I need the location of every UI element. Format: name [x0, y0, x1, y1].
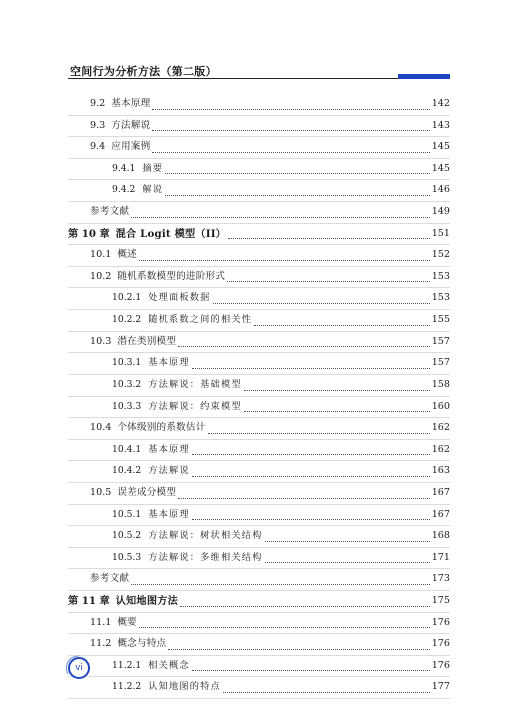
toc-row	[68, 440, 450, 462]
toc-leader-dots	[131, 583, 430, 585]
toc-row	[68, 375, 450, 397]
toc-entry-page: 157	[431, 335, 450, 347]
toc-leader-dots	[265, 561, 430, 563]
toc-entry-title: 认知地图方法	[115, 595, 178, 607]
toc-leader-dots	[178, 497, 430, 499]
toc-entry-title: 方法解说：约束模型	[148, 400, 242, 412]
toc-entry-page: 152	[431, 249, 450, 261]
toc-entry-page: 157	[431, 357, 450, 369]
toc-leader-dots	[223, 691, 430, 693]
toc-entry-number: 9.4.1	[112, 162, 136, 174]
toc-entry[interactable]	[68, 202, 450, 223]
toc-entry-number: 10.3.2	[112, 378, 142, 390]
toc-entry-title: 误差成分模型	[117, 486, 177, 498]
toc-row	[68, 634, 450, 656]
toc-entry-page: 149	[431, 206, 450, 218]
toc-entry-title: 方法解说：基础模型	[148, 378, 242, 390]
toc-leader-dots	[265, 540, 430, 542]
toc-leader-dots	[192, 475, 430, 477]
toc-entry-title: 方法解说：多维相关结构	[148, 551, 263, 563]
toc-entry-page: 158	[431, 378, 450, 390]
toc-entry-number: 10.5.2	[112, 530, 142, 542]
toc-leader-dots	[139, 626, 430, 628]
toc-leader-dots	[227, 280, 430, 282]
toc-entry-title: 参考文献	[90, 206, 130, 218]
toc-entry-title: 基本原理	[148, 357, 190, 369]
toc-entry[interactable]	[68, 483, 450, 504]
toc-chapter-entry[interactable]	[68, 591, 450, 612]
toc-entry-number: 10.1	[90, 249, 112, 261]
toc-entry-title: 认知地图的特点	[148, 681, 221, 693]
toc-entry-title: 方法解说	[148, 465, 190, 477]
toc-entry-title: 潜在类别模型	[117, 335, 177, 347]
toc-entry[interactable]	[68, 180, 450, 201]
toc-entry-number: 11.2.2	[112, 681, 142, 693]
toc-row	[68, 180, 450, 202]
toc-entry-number: 9.3	[90, 119, 106, 131]
toc-entry-number: 第 11 章	[68, 595, 110, 607]
toc-entry-number: 10.2	[90, 270, 112, 282]
toc-entry-number: 10.4.2	[112, 465, 142, 477]
toc-entry-number: 9.4.2	[112, 184, 136, 196]
toc-row	[68, 461, 450, 483]
toc-entry-number: 10.4	[90, 422, 112, 434]
toc-entry-number: 10.2.2	[112, 314, 142, 326]
toc-leader-dots	[208, 432, 430, 434]
toc-leader-dots	[254, 324, 430, 326]
running-header-title: 空间行为分析方法（第二版）	[70, 65, 217, 78]
toc-entry-title: 摘要	[142, 162, 164, 174]
toc-entry[interactable]	[68, 116, 450, 137]
toc-leader-dots	[152, 108, 429, 110]
toc-row	[68, 548, 450, 570]
toc-entry[interactable]	[68, 353, 450, 374]
toc-entry-page: 173	[431, 573, 450, 585]
toc-leader-dots	[131, 216, 430, 218]
toc-entry-page: 176	[431, 659, 450, 671]
toc-entry[interactable]	[68, 440, 450, 461]
toc-entry-page: 163	[431, 465, 450, 477]
toc-leader-dots	[139, 259, 430, 261]
toc-entry-title: 概念与特点	[117, 638, 167, 650]
toc-row	[68, 137, 450, 159]
toc-row	[68, 224, 450, 246]
toc-entry-title: 随机系数模型的进阶形式	[117, 270, 226, 282]
toc-entry-title: 概述	[117, 249, 137, 261]
page-number-badge	[68, 657, 90, 679]
toc-entry[interactable]	[68, 397, 450, 418]
toc-row	[68, 94, 450, 116]
toc-entry-title: 方法解说	[111, 119, 151, 131]
toc-entry[interactable]	[68, 418, 450, 439]
toc-entry[interactable]	[68, 677, 450, 698]
toc-entry[interactable]	[68, 375, 450, 396]
toc-row	[68, 116, 450, 138]
toc-row	[68, 245, 450, 267]
toc-row	[68, 591, 450, 613]
toc-row	[68, 505, 450, 527]
toc-row	[68, 677, 450, 699]
toc-entry-page: 171	[431, 551, 450, 563]
toc-leader-dots	[244, 410, 430, 412]
toc-entry-number: 11.1	[90, 616, 112, 628]
toc-entry-title: 参考文献	[90, 573, 130, 585]
toc-entry-number: 10.5	[90, 486, 112, 498]
toc-entry-title: 混合 Logit 模型（II）	[115, 227, 227, 240]
toc-entry[interactable]	[68, 526, 450, 547]
toc-row	[68, 310, 450, 332]
toc-row	[68, 353, 450, 375]
toc-entry[interactable]	[68, 267, 450, 288]
toc-row	[68, 483, 450, 505]
toc-entry-page: 160	[431, 400, 450, 412]
toc-row	[68, 613, 450, 635]
toc-entry-number: 10.3	[90, 335, 112, 347]
toc-row	[68, 397, 450, 419]
toc-entry-title: 基本原理	[148, 508, 190, 520]
toc-entry[interactable]	[68, 613, 450, 634]
toc-leader-dots	[165, 172, 430, 174]
toc-entry-title: 方法解说：树状相关结构	[148, 530, 263, 542]
toc-entry[interactable]	[68, 137, 450, 158]
toc-entry-number: 第 10 章	[68, 227, 110, 240]
toc-row	[68, 332, 450, 354]
toc-entry-title: 个体级别的系数估计	[117, 422, 206, 434]
toc-entry-page: 167	[431, 486, 450, 498]
toc-entry-page: 151	[431, 227, 450, 239]
toc-entry-number: 10.5.3	[112, 551, 142, 563]
toc-entry-page: 177	[431, 681, 450, 693]
toc-entry[interactable]	[68, 505, 450, 526]
toc-entry[interactable]	[68, 656, 450, 677]
toc-entry[interactable]	[68, 245, 450, 266]
toc-entry-page: 168	[431, 530, 450, 542]
toc-entry-number: 10.5.1	[112, 508, 142, 520]
toc-row	[68, 288, 450, 310]
toc-entry-number: 9.2	[90, 97, 106, 109]
toc-entry-number: 10.2.1	[112, 292, 142, 304]
toc-leader-dots	[213, 302, 430, 304]
toc-leader-dots	[192, 453, 430, 455]
toc-leader-dots	[244, 389, 430, 391]
toc-entry[interactable]	[68, 159, 450, 180]
toc-leader-dots	[152, 129, 429, 131]
header-rule	[68, 78, 450, 79]
toc-entry-page: 153	[431, 270, 450, 282]
toc-chapter-entry[interactable]	[68, 224, 450, 245]
toc-entry-number: 9.4	[90, 141, 106, 153]
toc-entry-number: 10.4.1	[112, 443, 142, 455]
toc-leader-dots	[178, 345, 430, 347]
toc-entry-number: 10.3.1	[112, 357, 142, 369]
toc-entry-title: 应用案例	[111, 141, 151, 153]
table-of-contents	[68, 94, 450, 699]
toc-entry-title: 随机系数之间的相关性	[148, 314, 253, 326]
toc-row	[68, 656, 450, 678]
toc-entry-number: 11.2	[90, 638, 112, 650]
toc-entry-title: 相关概念	[148, 659, 190, 671]
toc-entry-title: 解说	[142, 184, 164, 196]
toc-entry-page: 142	[431, 97, 450, 109]
toc-entry[interactable]	[68, 94, 450, 115]
toc-entry-page: 175	[431, 595, 450, 606]
toc-leader-dots	[192, 518, 430, 520]
toc-entry-title: 基本原理	[148, 443, 190, 455]
toc-entry-title: 概要	[117, 616, 137, 628]
toc-entry[interactable]	[68, 332, 450, 353]
toc-row	[68, 159, 450, 181]
toc-leader-dots	[228, 237, 430, 239]
toc-entry[interactable]	[68, 288, 450, 309]
toc-entry-page: 145	[431, 162, 450, 174]
toc-leader-dots	[192, 367, 430, 369]
toc-entry-page: 143	[431, 119, 450, 131]
toc-leader-dots	[165, 194, 430, 196]
toc-entry[interactable]	[68, 634, 450, 655]
toc-entry-number: 11.2.1	[112, 659, 142, 671]
toc-leader-dots	[152, 151, 429, 153]
toc-row	[68, 202, 450, 224]
toc-entry-number: 10.3.3	[112, 400, 142, 412]
toc-entry-page: 155	[431, 314, 450, 326]
toc-entry-page: 176	[431, 638, 450, 650]
toc-entry-page: 162	[431, 443, 450, 455]
toc-entry[interactable]	[68, 461, 450, 482]
toc-entry[interactable]	[68, 548, 450, 569]
toc-entry[interactable]	[68, 569, 450, 590]
toc-entry-title: 处理面板数据	[148, 292, 211, 304]
toc-entry-page: 146	[431, 184, 450, 196]
toc-entry[interactable]	[68, 310, 450, 331]
toc-entry-page: 145	[431, 141, 450, 153]
toc-entry-title: 基本原理	[111, 97, 151, 109]
toc-leader-dots	[192, 669, 430, 671]
toc-entry-page: 167	[431, 508, 450, 520]
toc-entry-page: 153	[431, 292, 450, 304]
header-accent-bar	[398, 74, 450, 79]
toc-row	[68, 418, 450, 440]
toc-entry-page: 162	[431, 422, 450, 434]
toc-entry-page: 176	[431, 616, 450, 628]
toc-row	[68, 569, 450, 591]
toc-leader-dots	[180, 605, 430, 607]
toc-row	[68, 526, 450, 548]
toc-leader-dots	[168, 648, 429, 650]
page-number: vi	[75, 663, 83, 673]
toc-row	[68, 267, 450, 289]
